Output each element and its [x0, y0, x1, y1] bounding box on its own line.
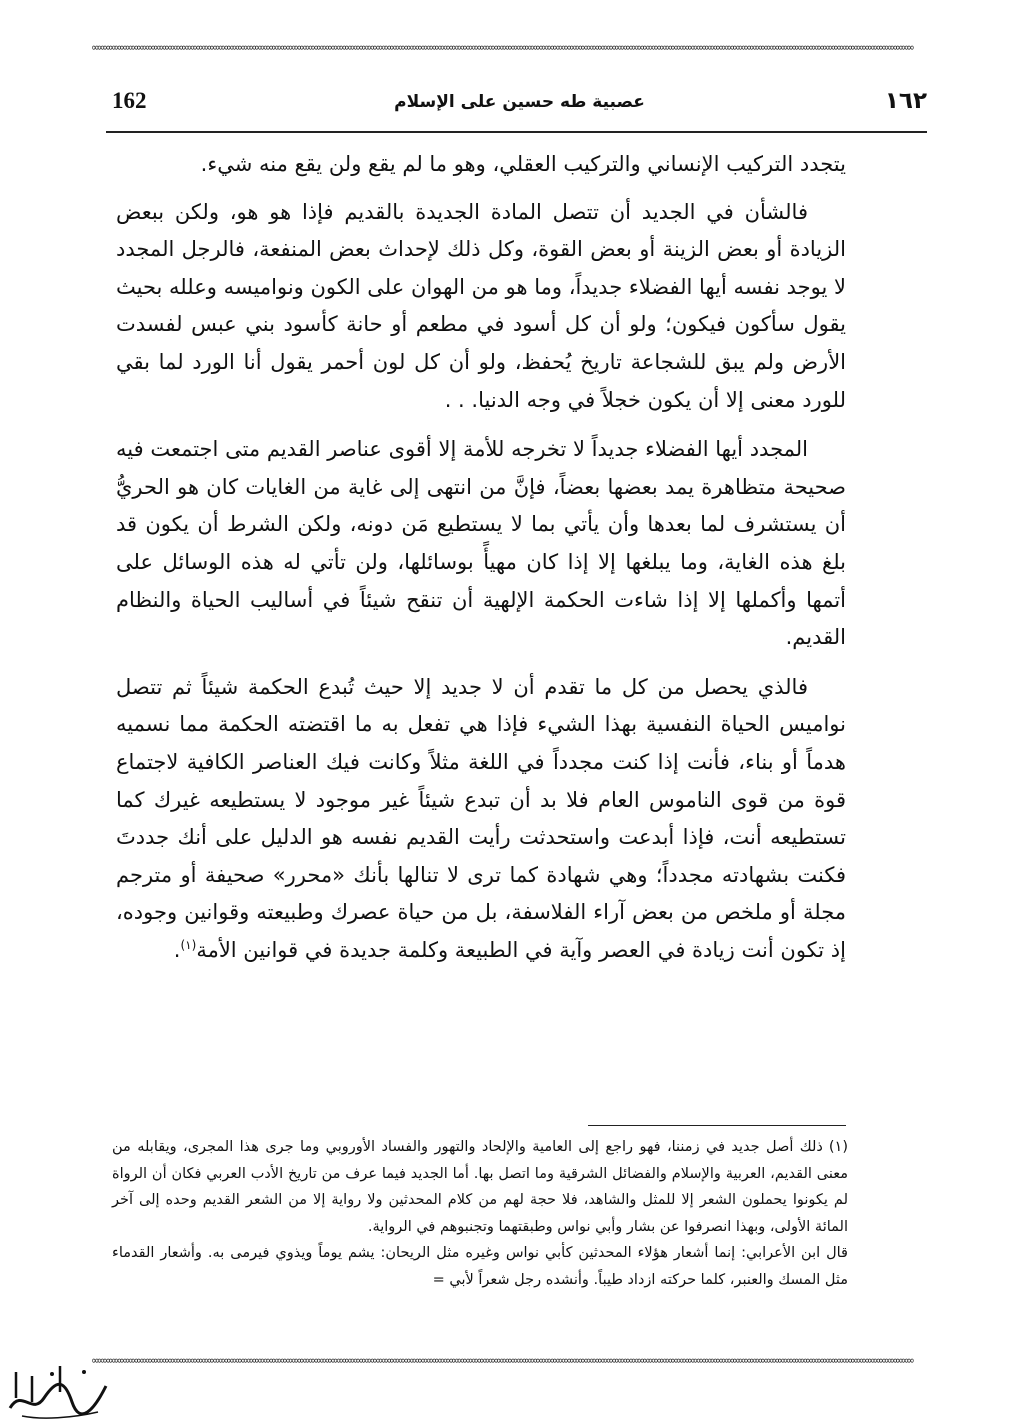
running-title: عصبية طه حسين على الإسلام: [394, 92, 645, 112]
footnote-rule: [588, 1125, 846, 1126]
page-number-arabic: ١٦٢: [884, 88, 927, 114]
paragraph-4: [116, 669, 846, 970]
paragraph-3: المجدد أيها الفضلاء جديداً لا تخرجه للأمة إلا أقوى عناصر القديم متى اجتمعت فيه صحيحة متظاهرة يمد بعضها بعضاً، فإنَّ من انتهى إلى غاية من الغايات كان هو الحريُّ أن يستشرف لما بعدها وأن يأتي بما لا يستطيع مَن دونه، ولكن الشرط أن يكون قد بلغ هذه الغاية، وما يبلغها إلا إذا كان مهيأً بوسائلها، ولن تأتي له هذه الوسائل على أتمها وأكملها إلا إذا شاءت الحكمة الإلهية أن تنقح شيئاً في أساليب الحياة والنظام القديم.: [116, 437, 846, 650]
footnotes: [112, 1134, 848, 1293]
paragraph-4-text: فالذي يحصل من كل ما تقدم أن لا جديد إلا حيث تُبدع الحكمة شيئاً ثم تتصل نواميس الحياة النفسية بهذا الشيء فإذا هي تفعل به ما اقتضته الحكمة مما نسميه هدماً أو بناء، فأنت إذا كنت مجدداً في اللغة مثلاً وكانت فيك العناصر الكافية لاجتماع قوة من قوى الناموس العام فلا بد أن تبدع شيئاً غير موجود لا يستطيعه غيرك كما تستطيعه أنت، فإذا أبدعت واستحدثت رأيت القديم نفسه هو الدليل على أنك جددتَ فكنت بشهادته مجدداً؛ وهي شهادة كما ترى لا تنالها بأنك «محرر» صحيفة أو مترجم مجلة أو ملخص من بعض آراء الفلاسفة، بل من حياة عصرك وطبيعته وقوانين وجوده، إذ تكون أنت زيادة في العصر وآية في الطبيعة وكلمة جديدة في قوانين الأمة: [116, 674, 846, 962]
page-header: [112, 88, 927, 128]
footnote-number: (١): [828, 1139, 848, 1155]
footnote-1-continued: قال ابن الأعرابي: إنما أشعار هؤلاء المحدثين كأبي نواس وغيره مثل الريحان: يشم يوماً ويذوي فيرمى به. وأشعار القدماء مثل المسك والعنبر، كلما حركته ازداد طيباً. وأنشده رجل شعراً لأبي =: [112, 1245, 848, 1288]
decorative-border-top: ∞∞∞∞∞∞∞∞∞∞∞∞∞∞∞∞∞∞∞∞∞∞∞∞∞∞∞∞∞∞∞∞∞∞∞∞∞∞∞∞∞∞∞∞∞∞∞∞∞∞∞∞∞∞∞∞∞∞∞∞∞∞∞∞∞∞∞∞∞∞∞∞∞∞∞∞∞∞∞∞∞∞∞∞∞∞∞∞∞∞∞∞∞∞∞∞∞∞∞∞∞∞∞∞∞∞∞∞∞∞∞∞∞∞∞∞∞∞∞∞∞∞∞∞∞∞∞∞∞∞∞∞∞∞∞∞∞∞∞∞∞∞∞∞∞∞: [92, 42, 913, 54]
paragraph-4-end: .: [173, 937, 181, 962]
footnote-1: [112, 1134, 848, 1240]
footnote-reference[interactable]: (١): [180, 937, 197, 952]
page-number-latin: 162: [112, 88, 147, 113]
watermark-logo: [2, 1358, 112, 1422]
footnote-1-text: ذلك أصل جديد في زمننا، فهو راجع إلى العامية والإلحاد والتهور والفساد الأوروبي وما جرى هذا المجرى، ويقابله من معنى القديم، العربية والإسلام والفضائل الشرقية وما اتصل بها. أما الجديد فيما عرف من تاريخ الأدب العربي فكان أن الرواة لم يكونوا يحملون الشعر إلا للمثل والشاهد، فلا حجة لهم من كلام المحدثين ولا رواية إلا من الشعر القديم وحده إلى آخر المائة الأولى، وبهذا انصرفوا عن بشار وأبي نواس وطبقتهما وتجنبوهم في الرواية.: [112, 1139, 848, 1235]
main-text: [116, 146, 846, 981]
header-rule: [106, 131, 927, 133]
decorative-border-bottom: ∞∞∞∞∞∞∞∞∞∞∞∞∞∞∞∞∞∞∞∞∞∞∞∞∞∞∞∞∞∞∞∞∞∞∞∞∞∞∞∞∞∞∞∞∞∞∞∞∞∞∞∞∞∞∞∞∞∞∞∞∞∞∞∞∞∞∞∞∞∞∞∞∞∞∞∞∞∞∞∞∞∞∞∞∞∞∞∞∞∞∞∞∞∞∞∞∞∞∞∞∞∞∞∞∞∞∞∞∞∞∞∞∞∞∞∞∞∞∞∞∞∞∞∞∞∞∞∞∞∞∞∞∞∞∞∞∞∞∞∞∞∞∞∞∞∞: [92, 1355, 913, 1367]
paragraph-2: فالشأن في الجديد أن تتصل المادة الجديدة بالقديم فإذا هو هو، ولكن ببعض الزيادة أو بعض الزينة أو بعض القوة، وكل ذلك لإحداث بعض المنفعة، فالرجل المجدد لا يوجد نفسه أيها الفضلاء جديداً، وما هو من الهوان على الكون ونواميسه وعلله بحيث يقول سأكون فيكون؛ ولو أن كل أسود في مطعم أو حانة كأسود بني عبس لفسدت الأرض ولم يبق للشجاعة تاريخ يُحفظ، ولو أن كل لون أحمر يقول أنا الورد لما بقي للورد معنى إلا أن يكون خجلاً في وجه الدنيا. . .: [116, 199, 846, 412]
paragraph-1: يتجدد التركيب الإنساني والتركيب العقلي، وهو ما لم يقع ولن يقع منه شيء.: [200, 152, 846, 176]
